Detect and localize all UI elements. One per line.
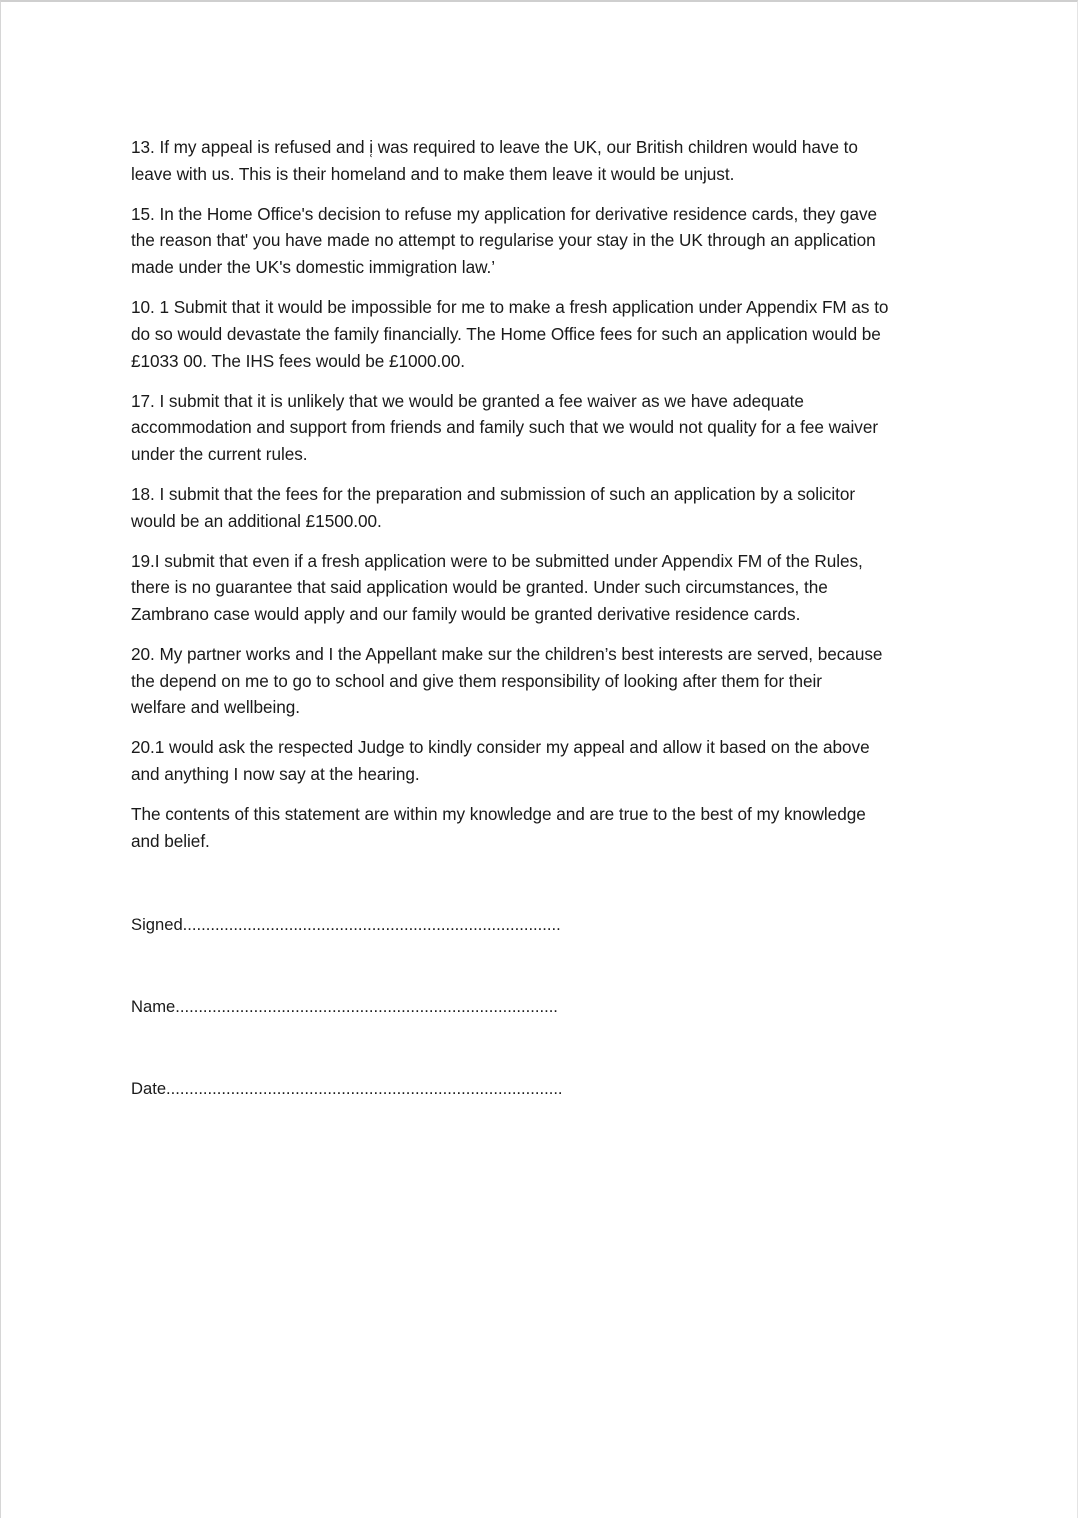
paragraph-line: would be an additional £1500.00. (131, 510, 382, 531)
paragraph-line: the depend on me to go to school and give them responsibility of looking after them for their (131, 670, 822, 691)
paragraph-line: and anything I now say at the hearing. (131, 764, 420, 785)
statement-of-truth (131, 801, 961, 854)
paragraph-line: do so would devastate the family financially. The Home Office fees for such an application would be (131, 323, 881, 344)
paragraph-line: 18. I submit that the fees for the preparation and submission of such an application by a solicitor (131, 483, 856, 504)
paragraph-10-1 (131, 294, 961, 374)
paragraph-20 (131, 641, 961, 721)
paragraph-line: under the current rules. (131, 443, 308, 464)
paragraph-18 (131, 481, 961, 534)
paragraph-line: The contents of this statement are within my knowledge and are true to the best of my knowledge (131, 804, 866, 825)
paragraph-line: 13. If my appeal is refused and i̜ was required to leave the UK, our British children would have to (131, 137, 858, 157)
paragraph-line: Zambrano case would apply and our family would be granted derivative residence cards. (131, 604, 801, 625)
paragraph-line: accommodation and support from friends and family such that we would not quality for a fee waiver (131, 417, 879, 438)
paragraph-line: made under the UK's domestic immigration law.’ (131, 257, 495, 278)
signed-line: Signed.................................................................................. (131, 915, 561, 934)
paragraph-13 (131, 134, 961, 187)
paragraph-line: 20.1 would ask the respected Judge to kindly consider my appeal and allow it based on the above (131, 737, 870, 758)
paragraph-line: 15. In the Home Office's decision to refuse my application for derivative residence cards, they gave (131, 203, 878, 224)
paragraph-line: 20. My partner works and I the Appellant make sur the children’s best interests are served, because (131, 644, 883, 665)
paragraph-line: the reason that' you have made no attempt to regularise your stay in the UK through an application (131, 230, 876, 251)
statement-body (131, 134, 961, 868)
paragraph-line: leave with us. This is their homeland and to make them leave it would be unjust. (131, 163, 735, 184)
paragraph-line: 17. I submit that it is unlikely that we would be granted a fee waiver as we have adequate (131, 390, 804, 411)
paragraph-line: and belief. (131, 830, 210, 851)
paragraph-line: £1033 00. The IHS fees would be £1000.00. (131, 350, 465, 371)
paragraph-17 (131, 388, 961, 468)
date-line: Date...................................................................................... (131, 1079, 563, 1098)
paragraph-19 (131, 548, 961, 628)
name-line: Name................................................................................... (131, 997, 558, 1016)
paragraph-line: 10. 1 Submit that it would be impossible for me to make a fresh application under Appendix FM as to (131, 297, 889, 318)
paragraph-15 (131, 201, 961, 281)
paragraph-20-1 (131, 734, 961, 787)
paragraph-line: welfare and wellbeing. (131, 697, 300, 718)
paragraph-line: 19.I submit that even if a fresh application were to be submitted under Appendix FM of the Rules, (131, 550, 863, 571)
paragraph-line: there is no guarantee that said application would be granted. Under such circumstances, the (131, 577, 828, 598)
